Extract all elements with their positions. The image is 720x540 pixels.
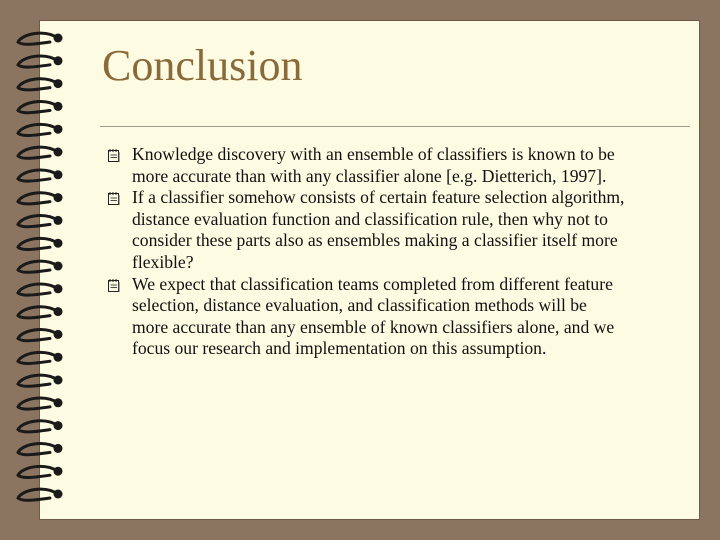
binding-ring <box>18 216 63 227</box>
binding-ring <box>18 124 63 135</box>
binding-ring <box>18 398 63 409</box>
binding-ring <box>18 489 63 500</box>
binding-ring <box>18 307 63 318</box>
bullet-text: If a classifier somehow consists of certain feature selection algorithm, distance evaluation function and classification rule, then why not to consider these parts also as ensembles making a classifier itself more flexible? <box>132 187 625 272</box>
title-divider <box>100 126 690 127</box>
notepad-icon <box>106 277 122 293</box>
binding-ring <box>18 330 63 341</box>
binding-ring <box>18 170 63 181</box>
bullet-item <box>106 187 626 273</box>
bullet-text: Knowledge discovery with an ensemble of classifiers is known to be more accurate than with any classifier alone [e.g. Dietterich, 1997]. <box>132 144 615 186</box>
binding-ring <box>18 444 63 455</box>
slide-title: Conclusion <box>102 41 303 90</box>
binding-ring <box>18 375 63 386</box>
binding-ring <box>18 56 63 67</box>
binding-ring <box>18 261 63 272</box>
binding-ring <box>18 147 63 158</box>
notepad-icon <box>106 190 122 206</box>
binding-ring <box>18 421 63 432</box>
bullet-item <box>106 144 626 187</box>
binding-ring <box>18 466 63 477</box>
bullet-text: We expect that classification teams completed from different feature selection, distance evaluation, and classification methods will be more accurate than any ensemble of known classifiers alone, and we focus our research and implementation on this assumption. <box>132 273 615 359</box>
binding-ring <box>18 33 63 44</box>
binding-ring <box>18 238 63 249</box>
bullet-item <box>106 274 626 360</box>
binding-ring <box>18 79 63 90</box>
binding-ring <box>18 284 63 295</box>
bullet-list <box>106 144 626 360</box>
binding-ring <box>18 193 63 204</box>
binding-ring <box>18 352 63 363</box>
notepad-icon <box>106 147 122 163</box>
spiral-binding <box>0 0 80 540</box>
binding-ring <box>18 102 63 113</box>
